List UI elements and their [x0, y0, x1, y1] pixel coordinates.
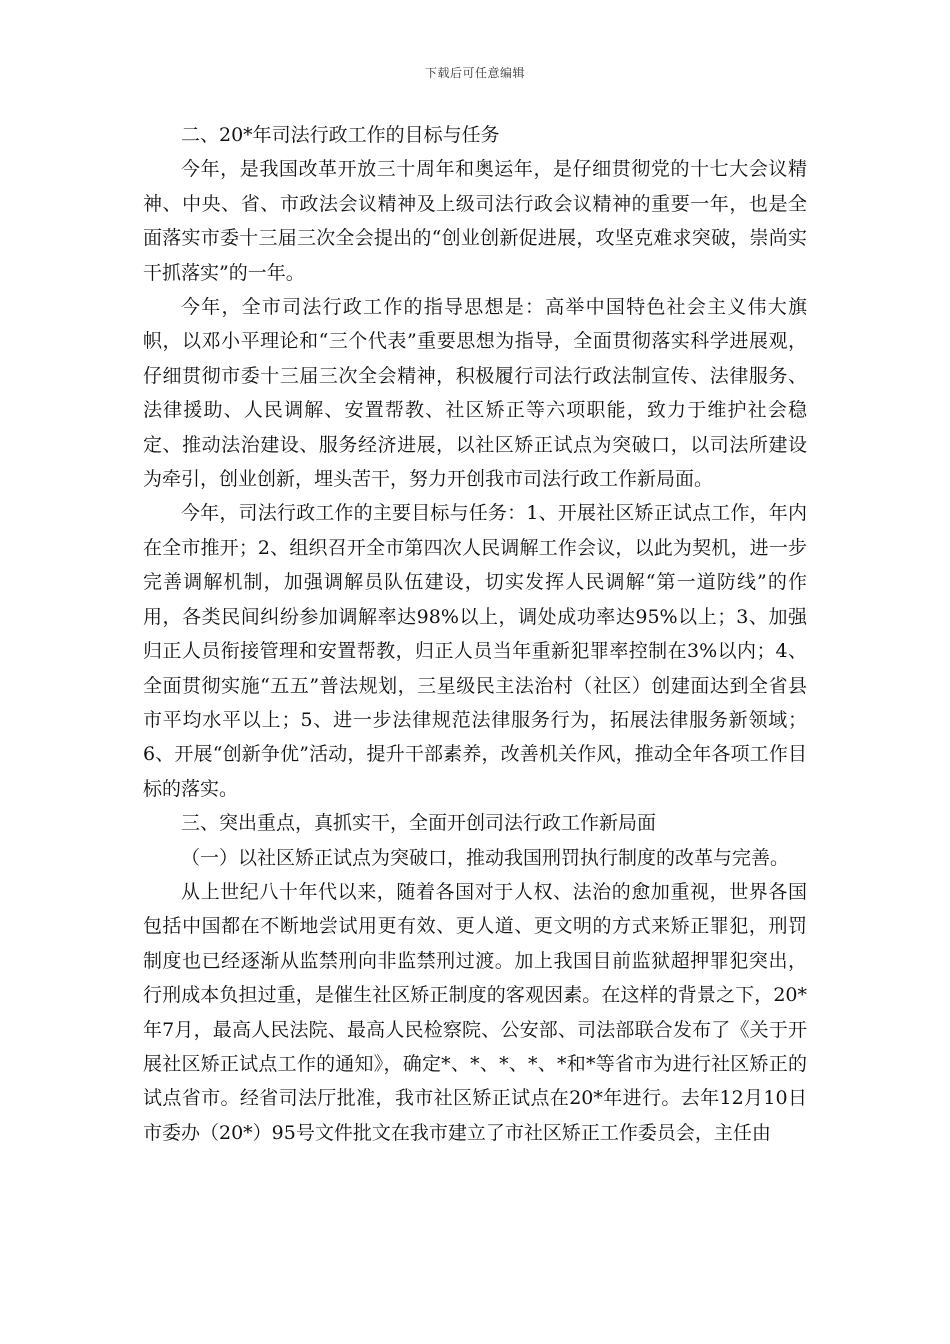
paragraph-guiding-thought: 今年，全市司法行政工作的指导思想是：高举中国特色社会主义伟大旗帜，以邓小平理论和“三个代表”重要思想为指导，全面贯彻落实科学进展观，仔细贯彻市委十三届三次全会精神，积极履行司法行政法制宣传、法律服务、法律援助、人民调解、安置帮教、社区矫正等六项职能，致力于维护社会稳定、推动法治建设、服务经济进展，以社区矫正试点为突破口，以司法所建设为牵引，创业创新，埋头苦干，努力开创我市司法行政工作新局面。 [143, 296, 807, 491]
subsection-heading-1: （一）以社区矫正试点为突破口，推动我国刑罚执行制度的改革与完善。 [181, 846, 790, 869]
paragraph-community-correction: 从上世纪八十年代以来，随着各国对于人权、法治的愈加重视，世界各国包括中国都在不断地尝试用更有效、更人道、更文明的方式来矫正罪犯，刑罚制度也已经逐渐从监禁刑向非监禁刑过渡。加上我国目前监狱超押罪犯突出，行刑成本负担过重，是催生社区矫正制度的客观因素。在这样的背景之下，20*年7月，最高人民法院、最高人民检察院、公安部、司法部联合发布了《关于开展社区矫正试点工作的通知》，确定*、*、*、*、*和*等省市为进行社区矫正的试点省市。经省司法厅批准，我市社区矫正试点在20*年进行。去年12月10日市委办（20*）95号文件批文在我市建立了市社区矫正工作委员会，主任由 [143, 880, 807, 1144]
page-header-note: 下载后可任意编辑 [424, 66, 525, 80]
paragraph-significance: 今年，是我国改革开放三十周年和奥运年，是仔细贯彻党的十七大会议精神、中央、省、市政法会议精神及上级司法行政会议精神的重要一年，也是全面落实市委十三届三次全会提出的“创业创新促进展，攻坚克难求突破，崇尚实干抓落实”的一年。 [143, 158, 807, 284]
section-heading-3: 三、突出重点，真抓实干，全面开创司法行政工作新局面 [181, 812, 657, 835]
paragraph-goals-tasks: 今年，司法行政工作的主要目标与任务：1、开展社区矫正试点工作，年内在全市推开；2、组织召开全市第四次人民调解工作会议，以此为契机，进一步完善调解机制，加强调解员队伍建设，切实发挥人民调解“第一道防线”的作用，各类民间纠纷参加调解率达98%以上，调处成功率达95%以上；3、加强归正人员衔接管理和安置帮教，归正人员当年重新犯罪率控制在3%以内；4、全面贯彻实施“五五”普法规划，三星级民主法治村（社区）创建面达到全省县市平均水平以上；5、进一步法律规范法律服务行为，拓展法律服务新领域；6、开展“创新争优”活动，提升干部素养，改善机关作风，推动全年各项工作目标的落实。 [143, 502, 807, 800]
section-heading-2: 二、20*年司法行政工作的目标与任务 [181, 124, 500, 146]
document-body [143, 118, 807, 1150]
